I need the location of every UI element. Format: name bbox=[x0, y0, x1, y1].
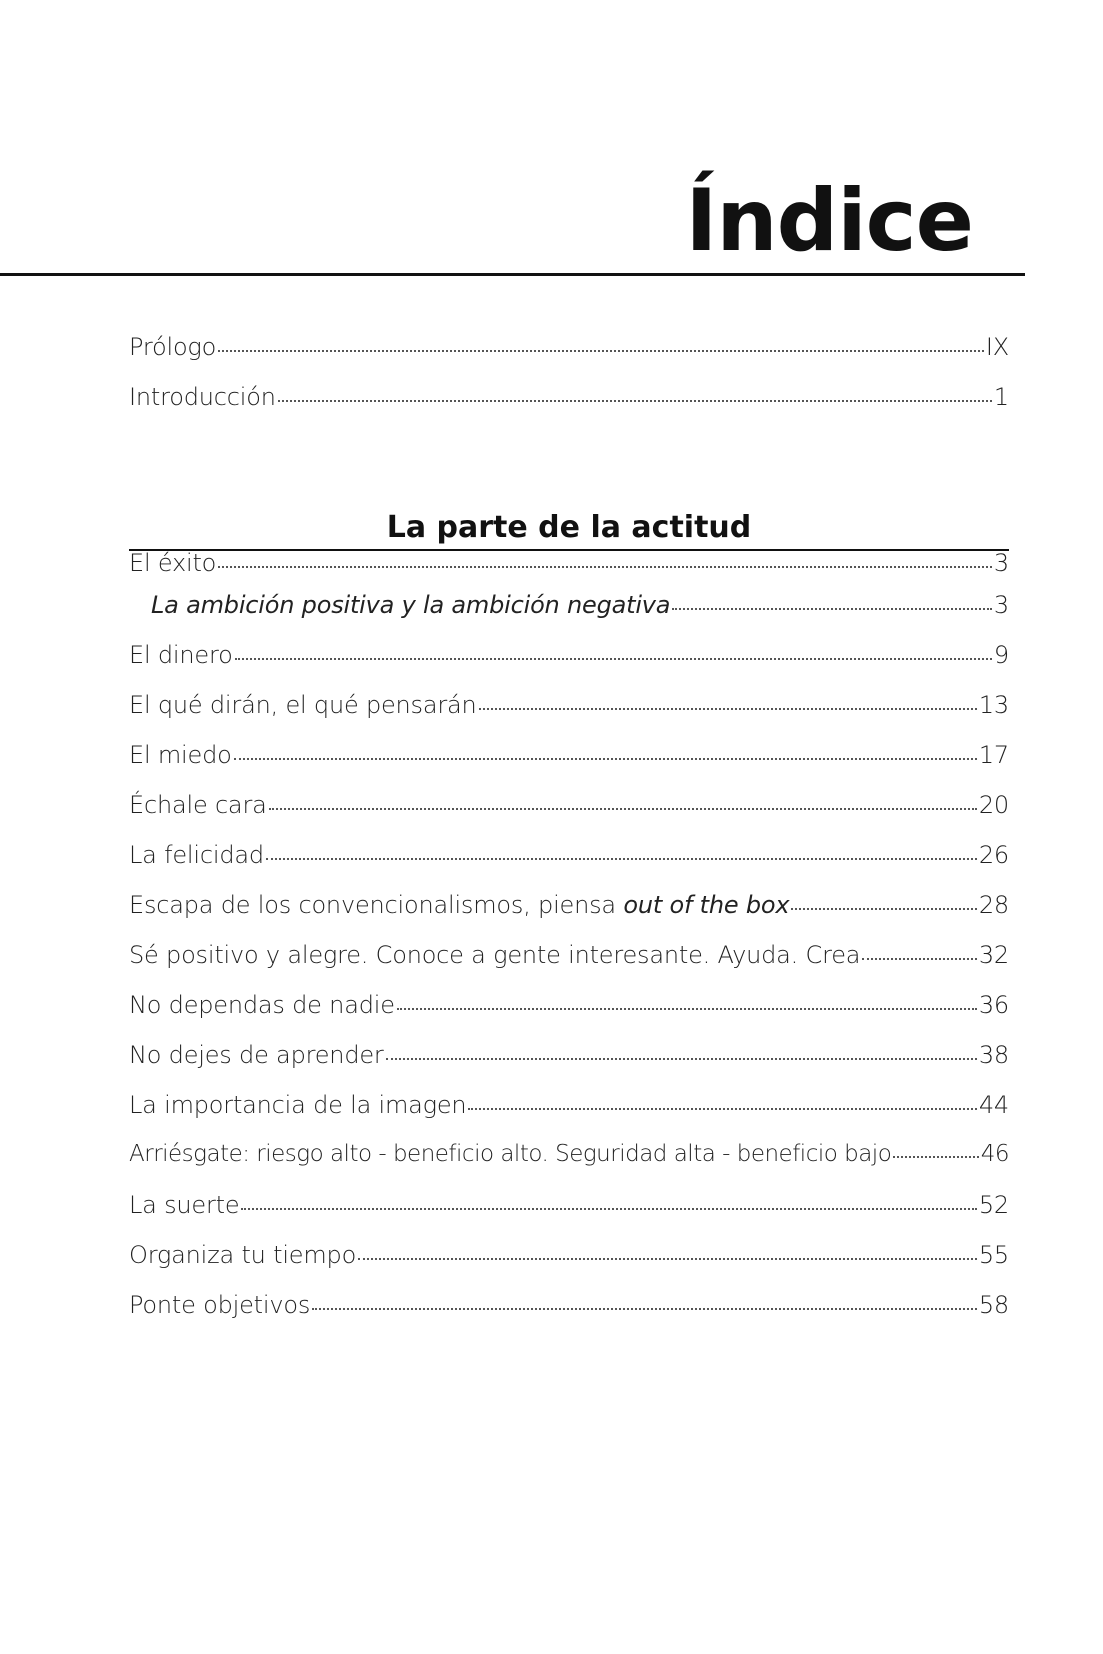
toc-entry-page: 38 bbox=[978, 1041, 1009, 1069]
toc-entry-title: Introducción bbox=[129, 383, 276, 411]
toc-entry-title: Arriésgate: riesgo alto - beneficio alto. Seguridad alta - beneficio bajo bbox=[129, 1141, 892, 1167]
toc-entry-page: 3 bbox=[993, 549, 1009, 577]
dot-leader bbox=[278, 400, 992, 402]
toc-entry-page: 26 bbox=[978, 841, 1009, 869]
toc-entry-title: Organiza tu tiempo bbox=[129, 1241, 357, 1269]
toc-entry-page: IX bbox=[985, 333, 1009, 361]
toc-entry-page: 46 bbox=[980, 1141, 1009, 1167]
toc-entry[interactable] bbox=[129, 1241, 1009, 1275]
toc-entry[interactable] bbox=[129, 741, 1009, 775]
toc-entry-title: El dinero bbox=[129, 641, 233, 669]
toc-entry-title: La suerte bbox=[129, 1191, 240, 1219]
dot-leader bbox=[397, 1008, 977, 1010]
dot-leader bbox=[386, 1058, 977, 1060]
toc-entry-title: Échale cara bbox=[129, 791, 267, 819]
dot-leader bbox=[241, 1208, 976, 1210]
toc-entry-title: La felicidad bbox=[129, 841, 264, 869]
toc-entry[interactable] bbox=[129, 791, 1009, 825]
page-title: Índice bbox=[685, 171, 973, 271]
toc-entry-page: 17 bbox=[978, 741, 1009, 769]
toc-entry[interactable] bbox=[129, 1041, 1009, 1075]
toc-entry-title: No dejes de aprender bbox=[129, 1041, 384, 1069]
title-rule bbox=[0, 273, 1025, 276]
toc-entry-title: El éxito bbox=[129, 549, 217, 577]
toc-entry-page: 36 bbox=[978, 991, 1009, 1019]
toc-entry-prologo[interactable] bbox=[129, 333, 1009, 367]
toc-entry-page: 20 bbox=[978, 791, 1009, 819]
toc-entry[interactable] bbox=[129, 1091, 1009, 1125]
dot-leader bbox=[269, 808, 977, 810]
dot-leader bbox=[862, 958, 977, 960]
toc-entry[interactable] bbox=[129, 549, 1009, 583]
toc-entry-introduccion[interactable] bbox=[129, 383, 1009, 417]
toc-entry-page: 32 bbox=[978, 941, 1009, 969]
dot-leader bbox=[218, 566, 992, 568]
dot-leader bbox=[791, 908, 976, 910]
toc-subentry[interactable] bbox=[151, 591, 1009, 625]
toc-entry-page: 3 bbox=[993, 591, 1009, 619]
dot-leader bbox=[312, 1308, 977, 1310]
dot-leader bbox=[468, 1108, 976, 1110]
toc-entry-title-start: Escapa de los convencionalismos, piensa bbox=[129, 891, 624, 919]
dot-leader bbox=[218, 350, 984, 352]
toc-entry-page: 44 bbox=[978, 1091, 1009, 1119]
toc-entry-title-italic: out of the box bbox=[623, 891, 790, 919]
toc-entry-page: 55 bbox=[978, 1241, 1009, 1269]
toc-entry-title: Ponte objetivos bbox=[129, 1291, 311, 1319]
dot-leader bbox=[672, 608, 992, 610]
toc-entry-title: El miedo bbox=[129, 741, 232, 769]
toc-entry[interactable] bbox=[129, 891, 1009, 925]
toc-entry-title: No dependas de nadie bbox=[129, 991, 395, 1019]
toc-entry-title: Prólogo bbox=[129, 333, 217, 361]
dot-leader bbox=[479, 708, 977, 710]
toc-entry[interactable] bbox=[129, 1191, 1009, 1225]
dot-leader bbox=[893, 1156, 978, 1158]
section-heading: La parte de la actitud bbox=[386, 510, 752, 545]
dot-leader bbox=[358, 1258, 977, 1260]
toc-entry-page: 13 bbox=[978, 691, 1009, 719]
toc-entry-page: 28 bbox=[978, 891, 1009, 919]
toc-entry-page: 52 bbox=[978, 1191, 1009, 1219]
toc-entry[interactable] bbox=[129, 1291, 1009, 1325]
toc-entry[interactable] bbox=[129, 841, 1009, 875]
toc-entry-title bbox=[129, 891, 789, 919]
toc-entry-title: El qué dirán, el qué pensarán bbox=[129, 691, 477, 719]
toc-entry[interactable] bbox=[129, 991, 1009, 1025]
toc-entry-title: La ambición positiva y la ambición negativa bbox=[151, 591, 671, 619]
dot-leader bbox=[234, 758, 977, 760]
toc-entry-page: 1 bbox=[993, 383, 1009, 411]
toc-entry-title: Sé positivo y alegre. Conoce a gente interesante. Ayuda. Crea bbox=[129, 941, 861, 969]
toc-entry[interactable] bbox=[129, 941, 1009, 975]
toc-entry[interactable] bbox=[129, 1141, 1009, 1175]
dot-leader bbox=[235, 658, 992, 660]
toc-entry-page: 9 bbox=[993, 641, 1009, 669]
toc-entry[interactable] bbox=[129, 691, 1009, 725]
toc-entry[interactable] bbox=[129, 641, 1009, 675]
dot-leader bbox=[266, 858, 977, 860]
toc-entry-title: La importancia de la imagen bbox=[129, 1091, 467, 1119]
toc-entry-page: 58 bbox=[978, 1291, 1009, 1319]
